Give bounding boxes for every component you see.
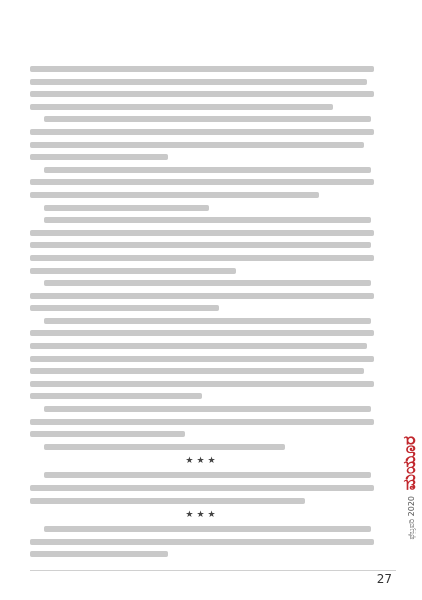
text-line: [30, 381, 374, 387]
text-line: [30, 343, 367, 349]
text-line: [30, 368, 364, 374]
paragraph: [30, 444, 374, 450]
text-line: [30, 179, 374, 185]
paragraph: [30, 116, 374, 160]
text-line: [44, 444, 285, 450]
text-line: [30, 255, 374, 261]
text-line: [30, 419, 374, 425]
text-line: [30, 104, 333, 110]
text-line: [30, 551, 168, 557]
paragraph: [30, 472, 374, 503]
text-line: [30, 91, 374, 97]
text-line: [30, 142, 364, 148]
text-line: [30, 393, 202, 399]
text-line: [30, 129, 374, 135]
paragraph: [30, 217, 374, 273]
paragraph: [30, 167, 374, 198]
paragraph: [30, 318, 374, 400]
paragraph: [30, 526, 374, 557]
paragraph: [30, 66, 374, 110]
text-line: [30, 431, 185, 437]
paragraph: [30, 280, 374, 311]
text-line: [30, 192, 319, 198]
section-separator: ★★★: [185, 456, 219, 467]
text-line: [30, 293, 374, 299]
text-line: [30, 268, 236, 274]
text-line: [44, 526, 371, 532]
text-line: [44, 318, 371, 324]
text-line: [30, 66, 374, 72]
text-line: [30, 230, 374, 236]
text-line: [30, 305, 219, 311]
text-line: [30, 485, 374, 491]
paragraph: [30, 205, 374, 211]
text-line: [30, 539, 374, 545]
text-line: [44, 167, 371, 173]
text-line: [44, 472, 371, 478]
paragraph: [30, 406, 374, 437]
text-line: [30, 498, 305, 504]
text-line: [30, 242, 371, 248]
footer-rule: [30, 570, 396, 571]
story-column: [30, 66, 374, 564]
section-separator: ★★★: [185, 510, 219, 521]
text-line: [44, 217, 371, 223]
text-line: [30, 356, 374, 362]
text-line: [30, 330, 374, 336]
text-line: [30, 154, 168, 160]
page-number: 27: [376, 572, 392, 586]
text-line: [44, 406, 371, 412]
magazine-masthead: ಮಯೂರ: [400, 436, 420, 491]
text-line: [44, 280, 371, 286]
issue-date: ಫೆಬ್ರವರಿ 2020: [407, 496, 416, 540]
text-line: [30, 79, 367, 85]
text-line: [44, 116, 371, 122]
text-line: [44, 205, 209, 211]
